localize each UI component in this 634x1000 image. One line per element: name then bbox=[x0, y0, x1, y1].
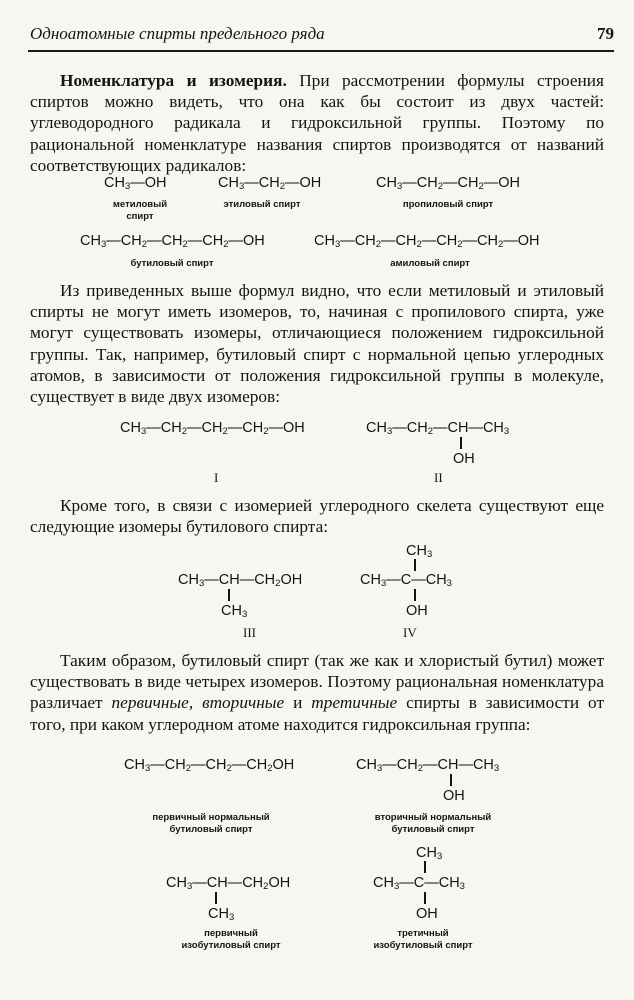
separator: , bbox=[188, 693, 203, 713]
isomer-ii-label: II bbox=[434, 470, 443, 485]
secondary-normal-caption bbox=[358, 812, 508, 836]
isomer-ii-bond bbox=[460, 437, 462, 449]
tertiary-iso-top-bond bbox=[424, 861, 426, 873]
secondary-normal-formula: $CH_3—CH_2—CH—CH_3$ bbox=[356, 757, 500, 774]
isomer-iii-formula: $CH_3—CH—CH_2OH$ bbox=[178, 572, 303, 589]
primary-iso-formula: $CH_3—CH—CH_2OH$ bbox=[166, 875, 291, 892]
amyl-caption: амиловый спирт bbox=[390, 258, 470, 269]
running-head: Одноатомные спирты предельного ряда bbox=[30, 24, 325, 43]
isomer-iv-formula: $CH_3—C—CH_3$ bbox=[360, 572, 452, 589]
primary-normal-formula: $CH_3—CH_2—CH_2—CH_2OH$ bbox=[124, 757, 295, 774]
page-number: 79 bbox=[597, 24, 614, 43]
tertiary-iso-top-ch3: $CH_3$ bbox=[416, 845, 443, 862]
section-heading: Номенклатура и изомерия. bbox=[60, 71, 287, 90]
caption-line: вторичный нормальный bbox=[374, 812, 492, 823]
isomer-ii-formula: $CH_3—CH_2—CH—CH_3$ bbox=[366, 420, 510, 437]
propyl-caption bbox=[400, 199, 496, 211]
caption-line: изобутиловый спирт bbox=[373, 940, 473, 951]
ethanol-formula: $CH_3—CH_2—OH$ bbox=[218, 175, 322, 192]
isomer-iv-top-ch3: $CH_3$ bbox=[406, 543, 433, 560]
primary-iso-bond bbox=[215, 892, 217, 904]
isomer-ii-oh: OH bbox=[453, 451, 475, 467]
ethyl-caption bbox=[222, 199, 302, 211]
primary-iso-caption bbox=[156, 928, 306, 952]
butanol-formula: $CH_3—CH_2—CH_2—CH_2—OH$ bbox=[80, 233, 265, 250]
separator: и bbox=[284, 693, 312, 713]
paragraph-text: Таким образом, бутиловый спирт (так же как и хлористый бутил) может существовать в виде четырех изомеров. Поэтому рациональная номенклатура различает bbox=[30, 651, 604, 713]
pentanol-formula: $CH_3—CH_2—CH_2—CH_2—CH_2—OH$ bbox=[314, 233, 540, 250]
isomer-iii-bond bbox=[228, 589, 230, 601]
caption-line: бутиловый спирт bbox=[169, 824, 253, 835]
isomer-iii-label: III bbox=[243, 625, 256, 640]
propyl-caption-text: пропиловый спирт bbox=[402, 199, 494, 210]
caption-line: бутиловый спирт bbox=[391, 824, 475, 835]
secondary-normal-oh: OH bbox=[443, 788, 465, 804]
paragraph-text: спирты в зависимости от того, при каком углеродном атоме находится гидроксильная группа: bbox=[30, 693, 604, 734]
header-rule bbox=[28, 50, 614, 52]
isomer-iv-oh: OH bbox=[406, 603, 428, 619]
primary-iso-ch3: $CH_3$ bbox=[208, 906, 235, 923]
term-secondary: вторичные bbox=[202, 693, 285, 713]
caption-line: первичный нормальный bbox=[152, 812, 270, 823]
term-tertiary: третичные bbox=[311, 693, 398, 713]
caption-line: изобутиловый спирт bbox=[181, 940, 281, 951]
isomer-iii-ch3: $CH_3$ bbox=[221, 603, 248, 620]
isomer-i-label: I bbox=[214, 470, 219, 485]
paragraph-skeleton-isomers: Кроме того, в связи с изомерией углеродного скелета существуют еще следующие изомеры бутилового спирта: bbox=[30, 496, 604, 537]
paragraph-classification bbox=[30, 650, 604, 735]
ethyl-caption-text: этиловый спирт bbox=[223, 199, 301, 210]
tertiary-iso-caption bbox=[348, 928, 498, 952]
paragraph-text: При рассмотрении формулы строения спиртов можно видеть, что она как бы состоит из двух частей: углеводородного радикала и гидроксильной группы. Поэтому по рациональной номенклатуре названия спиртов производятся от названий соответствующих радикалов: bbox=[30, 71, 604, 175]
caption-line: третичный bbox=[397, 928, 449, 939]
paragraph-isomers: Из приведенных выше формул видно, что если метиловый и этиловый спирты не могут иметь изомеров, то, начиная с пропилового спирта, уже могут существовать изомеры, отличающиеся положением гидроксильной группы. Так, например, бутиловый спирт с нормальной цепью углеродных атомов, в зависимости от положения гидроксильной группы в молекуле, существует в виде двух изомеров: bbox=[30, 281, 604, 407]
isomer-iv-bottom-bond bbox=[414, 589, 416, 601]
isomer-iv-label: IV bbox=[403, 625, 417, 640]
primary-normal-caption bbox=[136, 812, 286, 836]
secondary-normal-bond bbox=[450, 774, 452, 786]
methyl-caption-text: метиловый спирт bbox=[112, 199, 168, 222]
isomer-iv-top-bond bbox=[414, 559, 416, 571]
paragraph-nomenclature bbox=[30, 70, 604, 176]
caption-line: первичный bbox=[204, 928, 258, 939]
tertiary-iso-oh: OH bbox=[416, 906, 438, 922]
propanol-formula: $CH_3—CH_2—CH_2—OH$ bbox=[376, 175, 520, 192]
term-primary: первичные bbox=[111, 693, 189, 713]
tertiary-iso-formula: $CH_3—C—CH_3$ bbox=[373, 875, 465, 892]
tertiary-iso-bottom-bond bbox=[424, 892, 426, 904]
methanol-formula: $CH_3—OH$ bbox=[104, 175, 167, 192]
methyl-caption bbox=[100, 199, 180, 223]
butyl-caption: бутиловый спирт bbox=[130, 258, 214, 269]
isomer-i-formula: $CH_3—CH_2—CH_2—CH_2—OH$ bbox=[120, 420, 305, 437]
